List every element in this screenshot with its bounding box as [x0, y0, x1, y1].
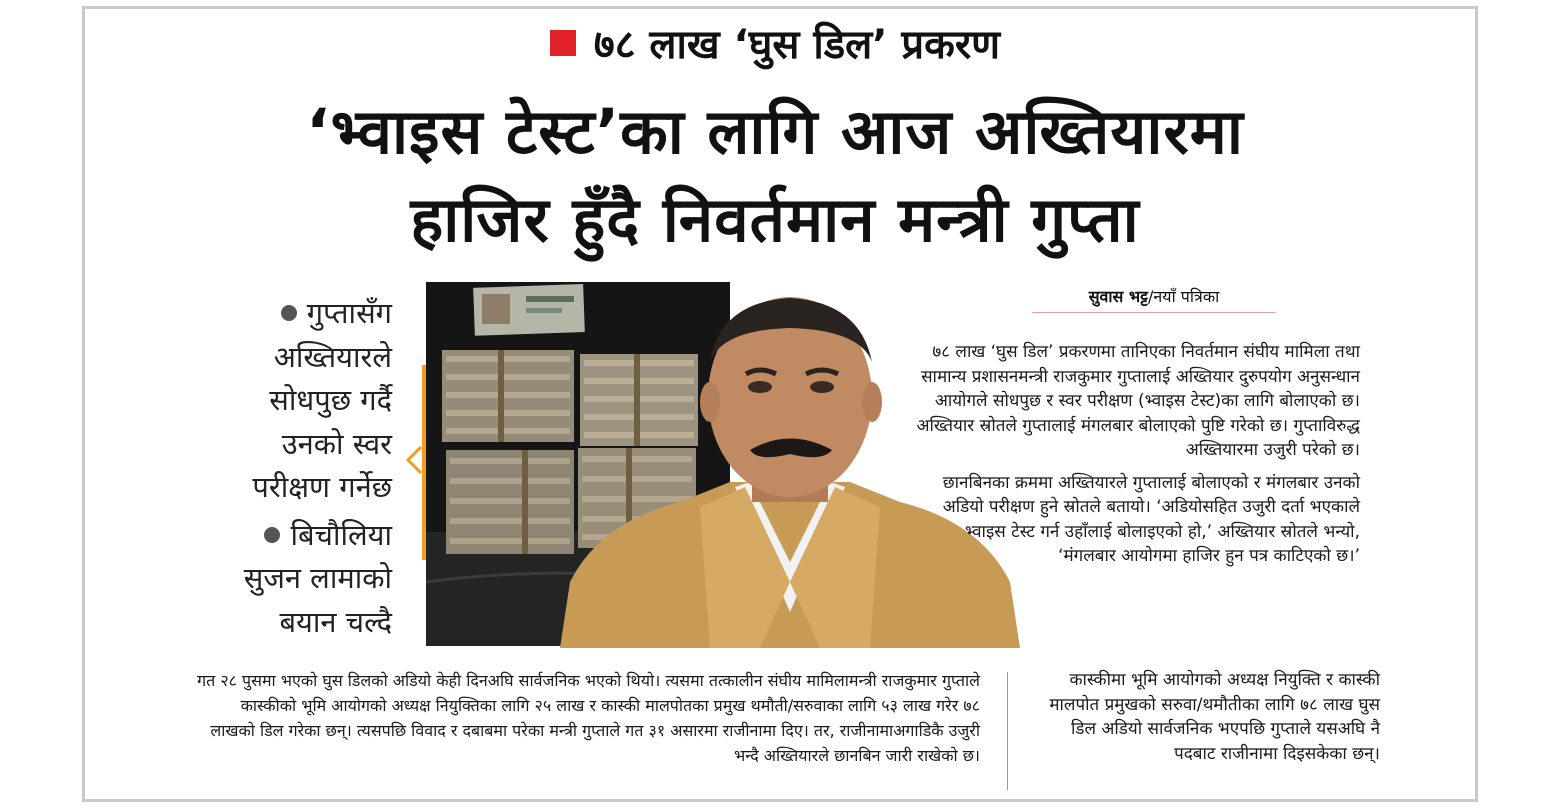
intro-text	[910, 340, 1360, 577]
bullet-dot-icon	[264, 527, 280, 543]
byline-source: /नयाँ पत्रिका	[1148, 287, 1220, 306]
intro-paragraph-2: छानबिनका क्रममा अख्तियारले गुप्तालाई बोलाएको र मंगलबार उनको अडियो परीक्षण हुने स्रोतले बतायो। ‘अडियोसहित उजुरी दर्ता भएकाले भ्वाइस टेस्ट गर्न उहाँलाई बोलाइएको हो,’ अख्तियार स्रोतले भन्यो, ‘मंगलबार आयोगमा हाजिर हुन पत्र काटिएको छ।’	[942, 472, 1360, 566]
headline-line-2: हाजिर हुँदै निवर्तमान मन्त्री गुप्ता	[410, 183, 1140, 256]
byline	[1032, 284, 1276, 313]
body-paragraph-left: गत २८ पुसमा भएको घुस डिलको अडियो केही दिनअघि सार्वजनिक भएको थियो। त्यसमा तत्कालीन संघीय मामिलामन्त्री राजकुमार गुप्ताले कास्कीको भूमि आयोगको अध्यक्ष नियुक्तिका लागि २५ लाख र कास्की मालपोतका प्रमुख थमौती/सरुवाका लागि ५३ लाख गरेर ७८ लाखको डिल गरेका छन्। त्यसपछि विवाद र दबाबमा परेका मन्त्री गुप्ताले गत ३१ असारमा राजीनामा दिए। तर, राजीनामाअगाडिकै उजुरी भन्दै अख्तियारले छानबिन जारी राखेको छ।	[197, 671, 980, 765]
headline	[0, 88, 1550, 264]
kicker-text: ७८ लाख ‘घुस डिल’ प्रकरण	[593, 22, 1001, 68]
highlight-item: गुप्तासँग अख्तियारले सोधपुछ गर्दै उनको स्वर परीक्षण गर्नेछ	[252, 296, 392, 504]
intro-paragraph-1: ७८ लाख ‘घुस डिल’ प्रकरणमा तानिएका निवर्तमान संघीय मामिला तथा सामान्य प्रशासनमन्त्री राजकुमार गुप्तालाई अख्तियार दुरुपयोग अनुसन्धान आयोगले सोधपुछ र स्वर परीक्षण (भ्वाइस टेस्ट)का लागि बोलाएको छ। अख्तियार स्रोतले गुप्तालाई मंगलबार बोलाएको पुष्टि गरेको छ। गुप्ताविरुद्ध अख्तियारमा उजुरी परेको छ।	[916, 342, 1360, 460]
headline-line-1: ‘भ्वाइस टेस्ट’का लागि आज अख्तियारमा	[306, 95, 1244, 168]
cash-bundle	[442, 350, 574, 442]
cash-bundle	[446, 450, 574, 554]
highlight-item: बिचौलिया सुजन लामाको बयान चल्दै	[243, 517, 392, 639]
body-paragraph-right: कास्कीमा भूमि आयोगको अध्यक्ष नियुक्ति र कास्की मालपोत प्रमुखको सरुवा/थमौतीका लागि ७८ लाख घुस डिल अडियो सार्वजनिक भएपछि गुप्ताले यसअघि नै पदबाट राजीनामा दिइसकेका छन्।	[1049, 670, 1380, 764]
byline-author: सुवास भट्ट	[1088, 287, 1149, 306]
article-kicker	[0, 18, 1550, 72]
column-divider	[1007, 672, 1008, 790]
chevron-left-icon	[406, 446, 422, 474]
highlights-box	[200, 292, 392, 648]
bullet-dot-icon	[281, 305, 297, 321]
red-square-icon	[550, 30, 576, 56]
